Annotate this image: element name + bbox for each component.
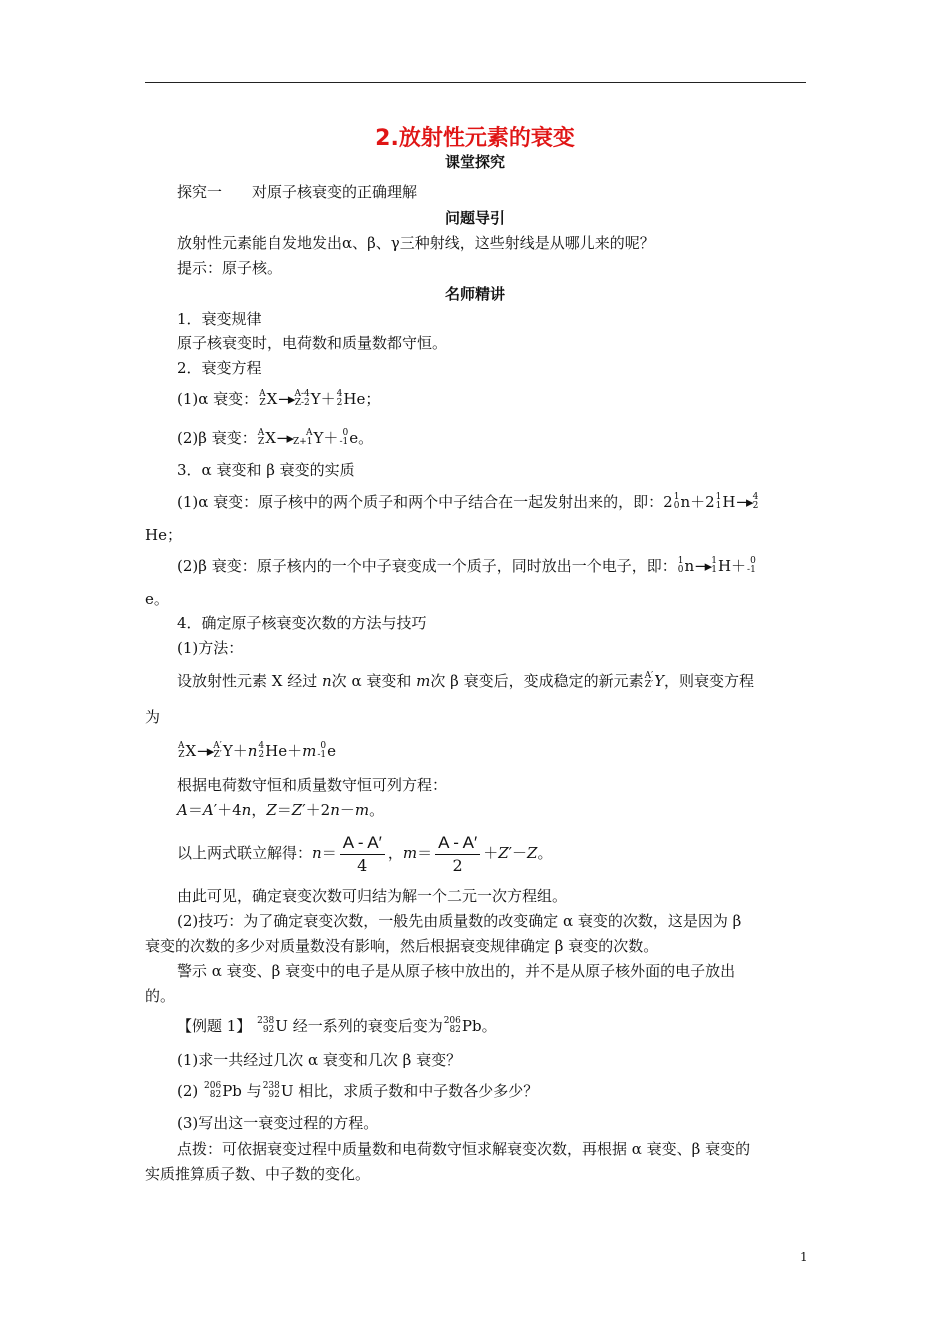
p1-text: 原子核衰变时，电荷数和质量数都守恒。 — [177, 334, 448, 352]
p4-solution: 以上两式联立解得：n＝ $\frac{A - A'}{4}$ ，m＝ $\frac{A - A'}{2}$ ＋Z′－Z。 — [177, 832, 553, 875]
p3-title: 3．α 衰变和 β 衰变的实质 — [177, 461, 355, 479]
p4-conclusion: 由此可见，确定衰变次数可归结为解一个二元一次方程组。 — [177, 887, 568, 905]
tip-line1: 点拨：可依据衰变过程中质量数和电荷数守恒求解衰变次数，再根据 α 衰变、β 衰变的 — [177, 1140, 751, 1158]
teacher-heading: 名师精讲 — [444, 285, 505, 303]
alpha-equation: (1)α 衰变： A Z X−▸ A-4 Z-2 Y＋ 4 2 He； — [177, 389, 381, 408]
example-statement: 【例题 1】 238 92 U 经一系列的衰变后变为 206 82 Pb。 — [177, 1016, 497, 1035]
p2-title: 2．衰变方程 — [177, 359, 262, 377]
p3-alpha: (1)α 衰变：原子核中的两个质子和两个中子结合在一起发射出来的，即：2 1 0 n＋2 1 1 H−▸ 4 2 — [177, 492, 759, 511]
example-q2: (2) 206 82 Pb 与 238 92 U 相比，求质子数和中子数各少多少？ — [177, 1081, 539, 1100]
p4-title: 4．确定原子核衰变次数的方法与技巧 — [177, 614, 427, 632]
header-rule — [145, 82, 806, 83]
warning-line2: 的。 — [145, 987, 176, 1005]
guide-heading: 问题导引 — [444, 209, 505, 227]
hint-text: 提示：原子核。 — [177, 259, 283, 277]
beta-equation: (2)β 衰变： A Z X−▸ A Z+1 Y＋ 0 -1 e。 — [177, 428, 374, 447]
p4-equations: A＝A′＋4n，Z＝Z′＋2n－m。 — [177, 801, 385, 819]
p3-alpha-cont: He； — [145, 526, 182, 544]
p3-beta: (2)β 衰变：原子核内的一个中子衰变成一个质子，同时放出一个电子，即： 1 0 n−▸ 1 1 H＋ 0 -1 — [177, 556, 756, 575]
explore-heading: 探究一 对原子核衰变的正确理解 — [177, 183, 418, 201]
question-text: 放射性元素能自发地发出α、β、γ三种射线，这些射线是从哪儿来的呢？ — [177, 234, 655, 252]
page-title: 2.放射性元素的衰变 — [375, 126, 575, 151]
example-q1: (1)求一共经过几次 α 衰变和几次 β 衰变？ — [177, 1051, 462, 1069]
warning-line1: 警示 α 衰变、β 衰变中的电子是从原子核中放出的，并不是从原子核外面的电子放出 — [177, 962, 736, 980]
section-heading: 课堂探究 — [444, 153, 505, 171]
p4-setup: 设放射性元素 X 经过 n次 α 衰变和 m次 β 衰变后，变成稳定的新元素 A′ Z′ Y，则衰变方程 — [177, 671, 755, 690]
p1-title: 1．衰变规律 — [177, 310, 262, 328]
p4-tip-line1: (2)技巧：为了确定衰变次数，一般先由质量数的改变确定 α 衰变的次数，这是因为 β — [177, 912, 742, 930]
p4-wei: 为 — [145, 708, 161, 726]
p4-tip-line2: 衰变的次数的多少对质量数没有影响，然后根据衰变规律确定 β 衰变的次数。 — [145, 937, 659, 955]
example-q3: (3)写出这一衰变过程的方程。 — [177, 1114, 379, 1132]
general-equation: A Z X−▸ A′ Z′ Y＋n 4 2 He＋m 0 -1 e — [178, 741, 337, 760]
tip-line2: 实质推算质子数、中子数的变化。 — [145, 1165, 371, 1183]
p4-method: (1)方法： — [177, 639, 244, 657]
page-number: 1 — [800, 1250, 808, 1264]
p3-beta-cont: e。 — [145, 590, 169, 608]
p4-conserve: 根据电荷数守恒和质量数守恒可列方程： — [177, 776, 448, 794]
